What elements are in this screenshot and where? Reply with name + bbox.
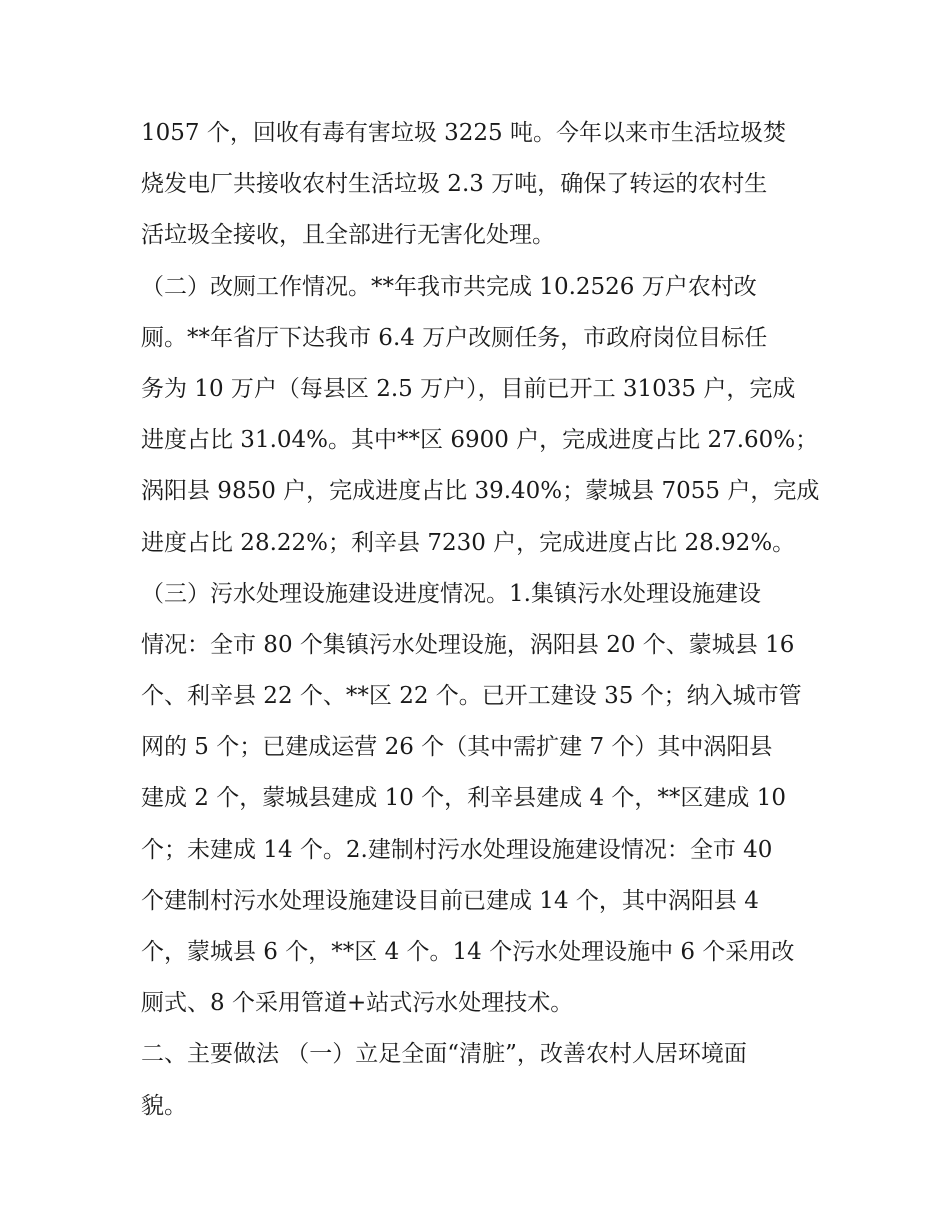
- text-line: 务为 10 万户（每县区 2.5 万户），目前已开工 31035 户，完成: [141, 375, 796, 402]
- text-line: 个建制村污水处理设施建设目前已建成 14 个，其中涡阳县 4: [141, 887, 759, 914]
- text-line: 涡阳县 9850 户，完成进度占比 39.40%；蒙城县 7055 户，完成: [141, 478, 820, 505]
- text-line: 情况：全市 80 个集镇污水处理设施，涡阳县 20 个、蒙城县 16: [141, 631, 795, 658]
- text-line: （二）改厕工作情况。**年我市共完成 10.2526 万户农村改: [141, 273, 757, 300]
- text-line: 进度占比 28.22%；利辛县 7230 户，完成进度占比 28.92%。: [141, 529, 796, 556]
- section-heading-line: 貌。: [141, 1092, 187, 1119]
- text-line: 进度占比 31.04%。其中**区 6900 户，完成进度占比 27.60%；: [141, 427, 819, 454]
- text-line: 1057 个，回收有毒有害垃圾 3225 吨。今年以来市生活垃圾焚: [141, 120, 786, 146]
- text-line: 厕。**年省厅下达我市 6.4 万户改厕任务，市政府岗位目标任: [141, 324, 768, 351]
- text-line: 个；未建成 14 个。2.建制村污水处理设施建设情况：全市 40: [141, 836, 773, 863]
- body-text: [141, 108, 821, 1132]
- text-line: 烧发电厂共接收农村生活垃圾 2.3 万吨，确保了转运的农村生: [141, 171, 768, 198]
- text-line: （三）污水处理设施建设进度情况。1.集镇污水处理设施建设: [141, 580, 761, 607]
- text-line: 个，蒙城县 6 个，**区 4 个。14 个污水处理设施中 6 个采用改: [141, 939, 795, 965]
- text-line: 活垃圾全接收，且全部进行无害化处理。: [141, 222, 555, 249]
- text-line: 建成 2 个，蒙城县建成 10 个，利辛县建成 4 个，**区建成 10: [141, 785, 786, 812]
- section-heading-line: 二、主要做法 （一）立足全面“清脏”，改善农村人居环境面: [141, 1041, 747, 1068]
- text-line: 个、利辛县 22 个、**区 22 个。已开工建设 35 个；纳入城市管: [141, 683, 802, 710]
- text-line: 厕式、8 个采用管道+站式污水处理技术。: [141, 990, 574, 1017]
- text-line: 网的 5 个；已建成运营 26 个（其中需扩建 7 个）其中涡阳县: [141, 734, 773, 761]
